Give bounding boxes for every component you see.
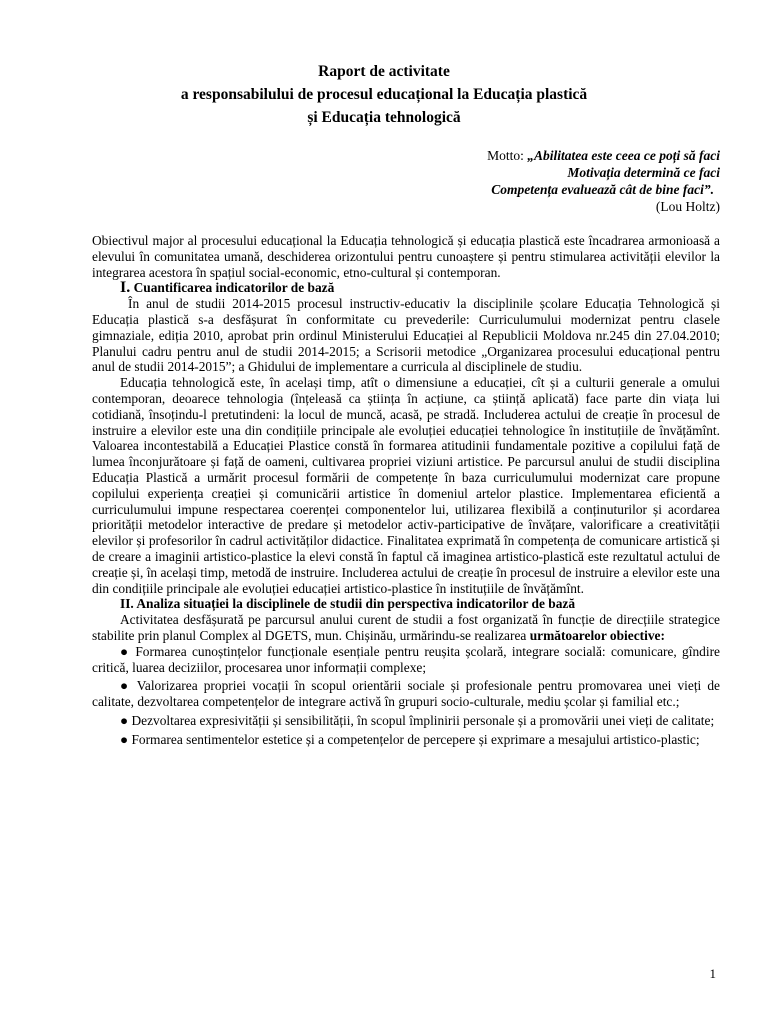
motto-line-1: „Abilitatea este ceea ce poți să faci bbox=[527, 148, 720, 163]
bullet-icon: ● bbox=[120, 731, 129, 747]
section-2-paragraph-1 bbox=[92, 612, 720, 644]
title-line-3: și Educația tehnologică bbox=[307, 109, 461, 126]
title-line-1: Raport de activitate bbox=[318, 63, 450, 80]
motto-line-2: Motivația determină ce faci bbox=[567, 165, 720, 180]
section-1-title: Cuantificarea indicatorilor de bază bbox=[130, 280, 335, 296]
objective-item bbox=[92, 644, 720, 676]
objective-text: Dezvoltarea expresivității și sensibilității, în scopul împlinirii personale și a promovării unei vieți de calitate; bbox=[131, 712, 715, 728]
motto-line-3: Competența evaluează cât de bine faci”. bbox=[491, 182, 714, 197]
motto-author: (Lou Holtz) bbox=[655, 199, 720, 214]
motto-block bbox=[487, 147, 720, 215]
bullet-icon: ● bbox=[120, 643, 131, 659]
objective-item bbox=[92, 713, 720, 729]
title-line-2: a responsabilului de procesul educațional la Educația plastică bbox=[180, 86, 588, 103]
section-1-paragraph-2: Educația tehnologică este, în același timp, atît o dimensiune a educației, cît și a culturii generale a omului contemporan, deoarece tehnologia (înțeleasă ca știința în acțiune, ca știință aplicată) face parte din viața lui cotidiană, însoțindu-l pretutindeni: la locul de muncă, acasă, pe stradă. Includerea actului de creație în procesul de instruire a elevilor este una din condițiile principale ale evoluției educației tehnologice în instituțiile de învățămînt. Valoarea incontestabilă a Educației Plastice constă în formarea atitudinii fundamentale pozitive a copilului față de lumea înconjurătoare și față de oameni, cultivarea propriei viziuni artistice. Pe parcursul anului de studii disciplina Educația Plastică a urmărit procesul formării de competențe în baza curriculumului modernizat care propune copilului experiența creației și comunicării artistice în domeniul artelor plastice. Implementarea eficientă a curriculumului impune respectarea coerenței componentelor lui, utilizarea flexibilă a conținuturilor și acordarea priorității metodelor interactive de predare și metodelor activ-participative de învățare, valorificare a creativității elevilor și profesorilor în cadrul activităților didactice. Finalitatea exprimată în competența de comunicare artistică și de creare a imaginii artistico-plastice la elevi constă în faptul că imaginea artistico-plastică este rezultatul actului de creație și, în același timp, metodă de instruire. Includerea actului de creație în procesul de instruire a elevilor este una din condițiile principale ale evoluției educației artistico-plastice în instituțiile de învățămînt. bbox=[92, 375, 720, 596]
intro-paragraph: Obiectivul major al procesului educațional la Educația tehnologică și educația plastică este încadrarea armonioasă a elevului în comunitatea umană, deschiderea orizontului pentru cunoaștere și pentru stimularea activității elevilor la integrarea acestora în spațiul social-economic, etno-cultural și contemporan. bbox=[92, 233, 720, 280]
objective-text: Formarea sentimentelor estetice și a competențelor de percepere și exprimare a mesajului artistico-plastic; bbox=[131, 731, 700, 747]
motto-label: Motto: bbox=[487, 148, 528, 163]
objective-text: Valorizarea propriei vocații în scopul orientării sociale și profesionale pentru promovarea unei vieți de calitate, dezvoltarea competențelor de integrare activă în grupuri socio-culturale, mediu școlar și familial etc.; bbox=[92, 678, 720, 710]
objective-item bbox=[92, 678, 720, 710]
bullet-icon: ● bbox=[120, 712, 129, 728]
section-1-paragraph-1: În anul de studii 2014-2015 procesul instructiv-educativ la disciplinile școlare Educația Tehnologică și Educația plastică s-a desfășurat în conformitate cu prevederile: Curriculumului modernizat pentru clasele gimnaziale, ediția 2010, aprobat prin ordinul Ministerului Educației al Republicii Moldova nr.245 din 27.04.2010; Planului cadru pentru anul de studii 2014-2015; a Scrisorii metodice „Organizarea procesului educațional pentru anul de studii 2014-2015”; a Ghidului de implementare a curricula al disciplinele de studiu. bbox=[92, 296, 720, 375]
section-2-paragraph-1-text: Activitatea desfășurată pe parcursul anului curent de studii a fost organizată în funcție de direcțiile strategice stabilite prin planul Complex al DGETS, mun. Chișinău, urmărindu-se realizarea bbox=[92, 612, 720, 643]
section-2-heading: II. Analiza situației la disciplinele de studii din perspectiva indicatorilor de bază bbox=[120, 596, 576, 612]
objective-text: Formarea cunoștințelor funcționale esențiale pentru reușita școlară, integrare socială: comunicare, gîndire critică, luarea deciziilor, procesarea unor informații complexe; bbox=[92, 643, 720, 675]
bullet-icon: ● bbox=[120, 678, 131, 694]
section-1-roman: I. bbox=[120, 279, 131, 297]
section-1-heading bbox=[120, 280, 720, 296]
objectives-label: următoarelor obiective: bbox=[529, 627, 665, 643]
objective-item bbox=[92, 732, 720, 748]
report-body bbox=[92, 233, 720, 751]
page-number: 1 bbox=[709, 966, 716, 981]
